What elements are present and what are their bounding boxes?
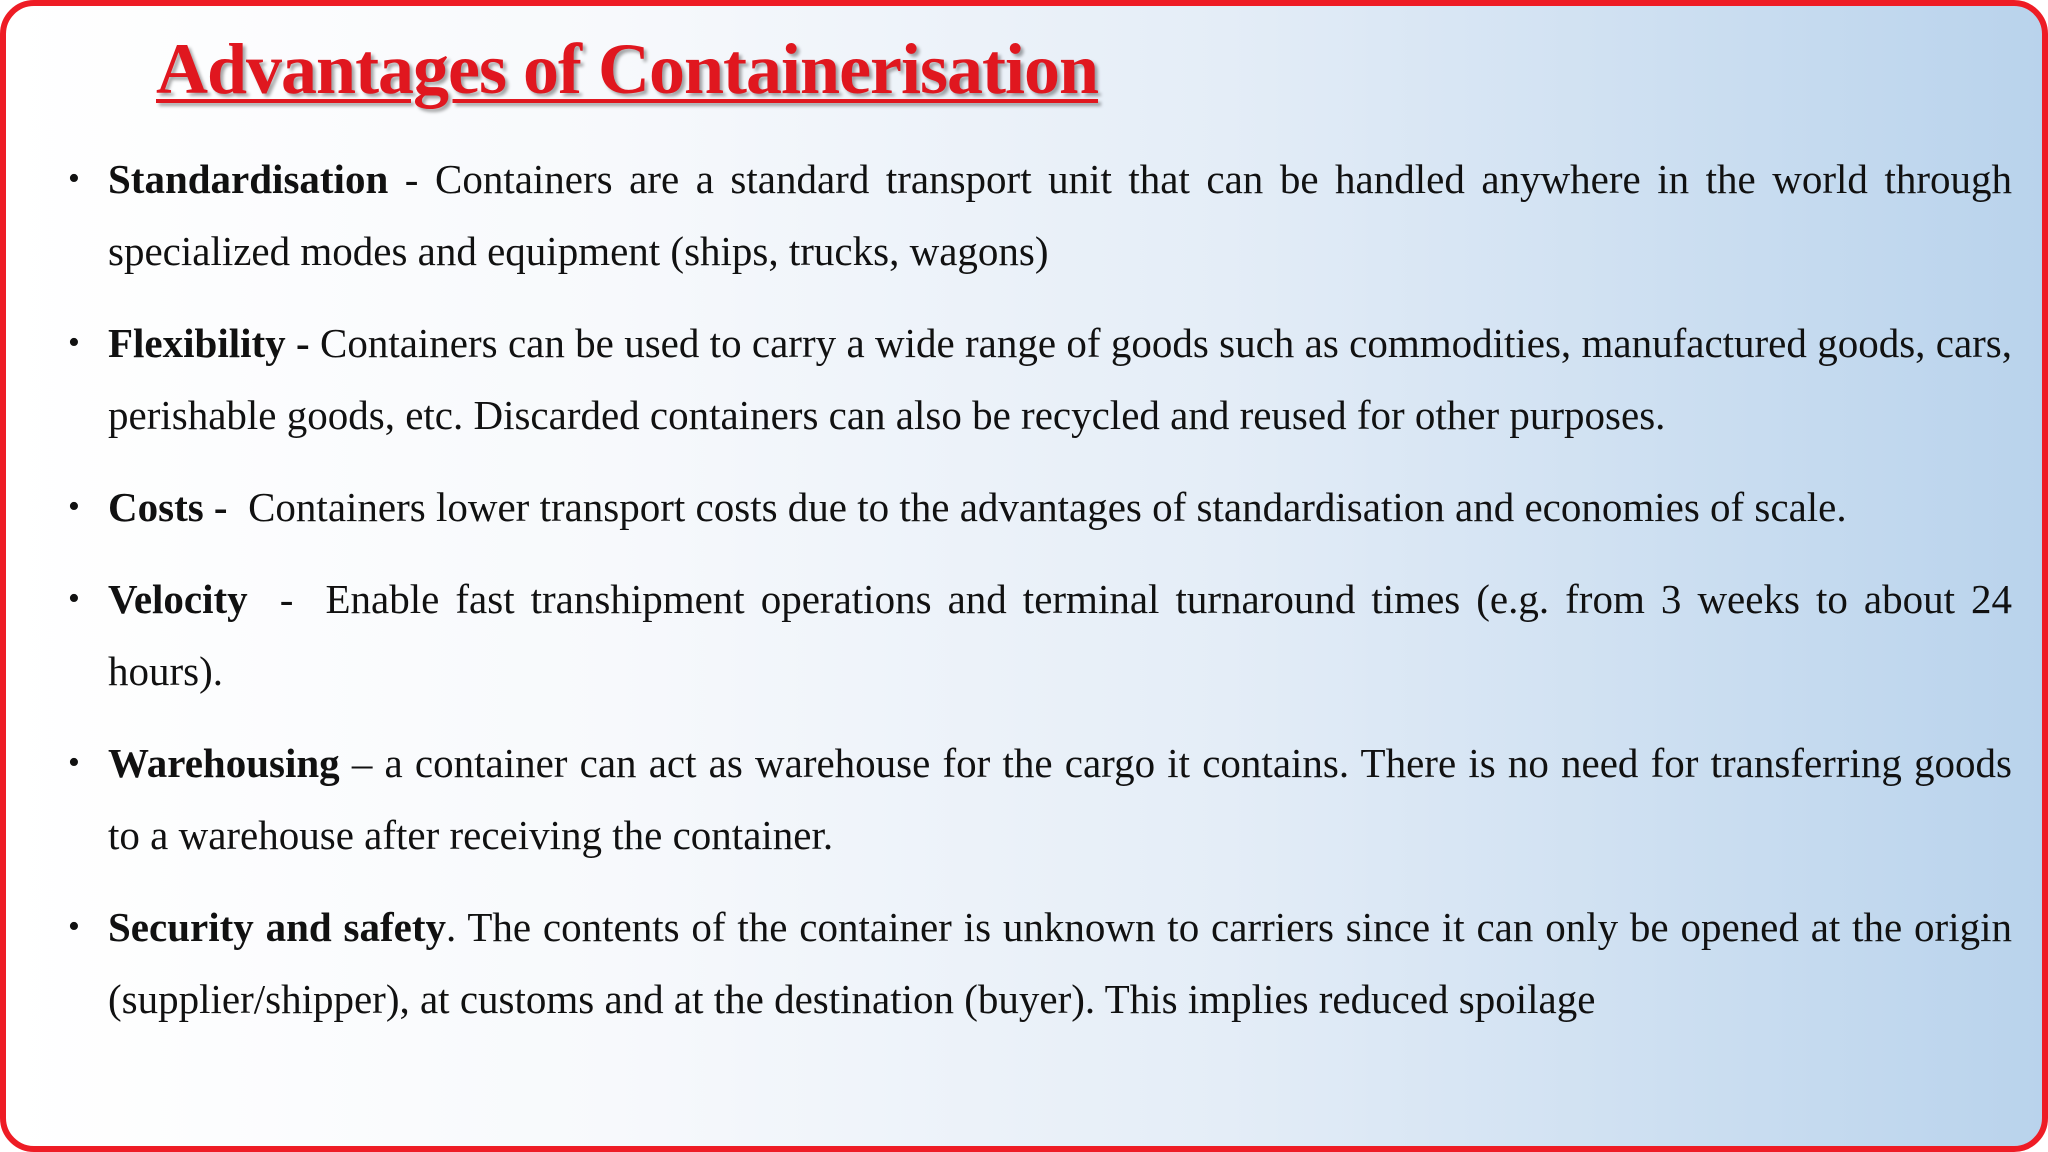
item-text: Containers are a standard transport unit that can be handled anywhere in the world through specialized modes and equipment (ships, trucks, wagons) <box>108 156 2012 274</box>
bullet-icon: • <box>68 488 80 525</box>
item-separator <box>310 320 320 366</box>
bullet-icon: • <box>68 160 80 197</box>
list-item-costs <box>6 471 2048 543</box>
bullet-icon: • <box>68 908 80 945</box>
item-separator: - <box>388 156 435 202</box>
advantages-list <box>6 143 2048 1055</box>
item-separator: - <box>247 576 326 622</box>
slide-title: Advantages of Containerisation <box>156 29 1099 109</box>
item-term: Security and safety <box>108 904 446 950</box>
list-item-security-and-safety <box>6 891 2048 1035</box>
item-term: Flexibility - <box>108 320 310 366</box>
item-text: a container can act as warehouse for the cargo it contains. There is no need for transferring goods to a warehouse after receiving the container. <box>108 740 2012 858</box>
item-text: Enable fast transhipment operations and terminal turnaround times (e.g. from 3 weeks to about 24 hours). <box>108 576 2013 694</box>
list-item-velocity <box>6 563 2048 707</box>
item-text: Containers lower transport costs due to the advantages of standardisation and economies of scale. <box>248 484 1847 530</box>
item-separator: . <box>445 904 468 950</box>
item-separator <box>228 484 249 530</box>
item-separator: – <box>339 740 385 786</box>
item-text: The contents of the container is unknown to carriers since it can only be opened at the origin (supplier/shipper), at customs and at the destination (buyer). This implies reduced spoilage <box>108 904 2012 1022</box>
bullet-icon: • <box>68 324 80 361</box>
item-term: Costs - <box>108 484 228 530</box>
list-item-standardisation <box>6 143 2048 287</box>
item-text: Containers can be used to carry a wide range of goods such as commodities, manufactured goods, cars, perishable goods, etc. Discarded containers can also be recycled and reused for other purposes. <box>108 320 2013 438</box>
item-term: Warehousing <box>108 740 340 786</box>
item-term: Velocity <box>108 576 248 622</box>
list-item-flexibility <box>6 307 2048 451</box>
bullet-icon: • <box>68 744 80 781</box>
list-item-warehousing <box>6 727 2048 871</box>
bullet-icon: • <box>68 580 80 617</box>
item-term: Standardisation <box>108 156 389 202</box>
